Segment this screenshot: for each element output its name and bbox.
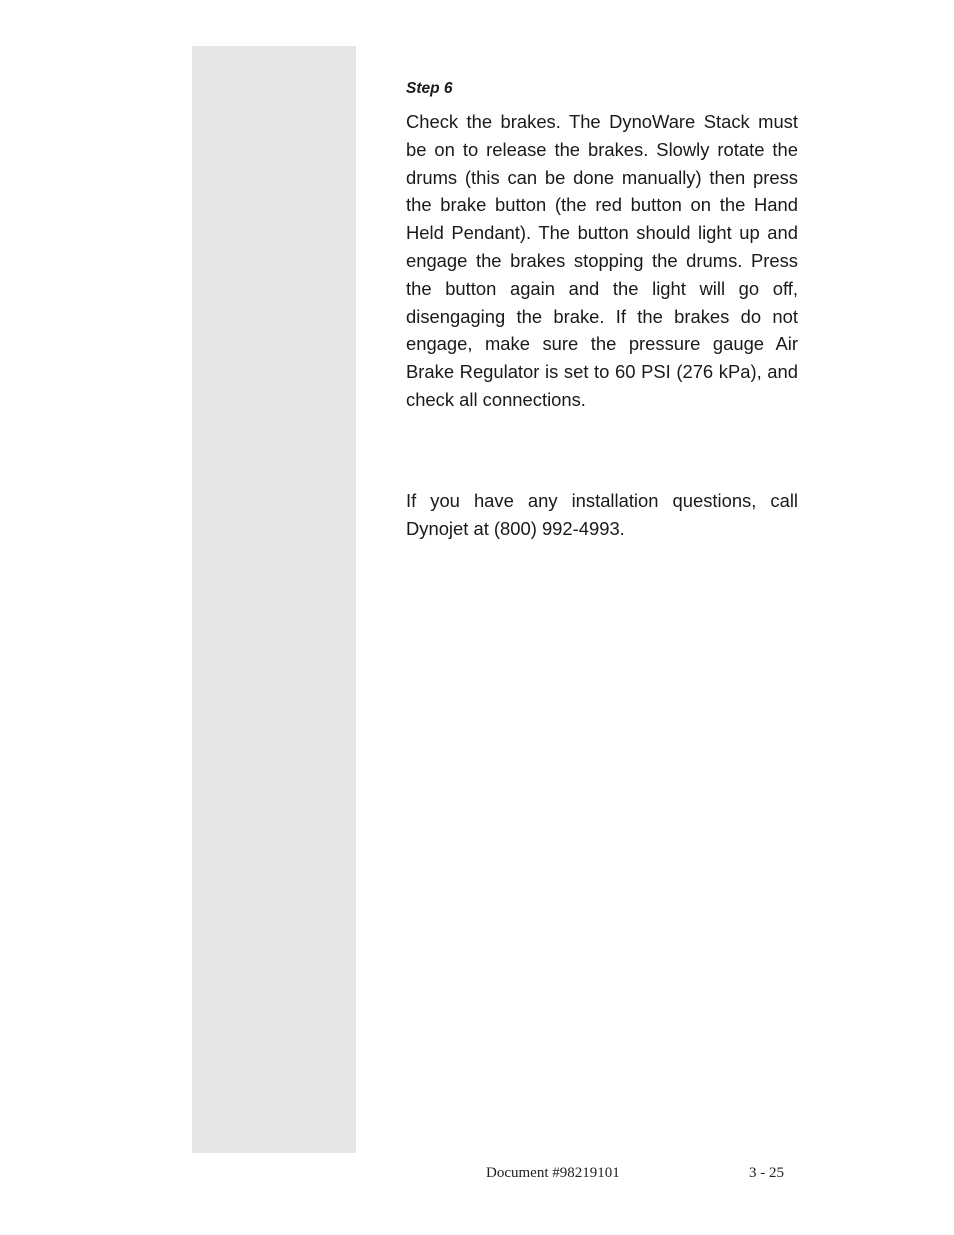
contact-info: If you have any installation questions, call Dynojet at (800) 992-4993. bbox=[406, 489, 798, 539]
left-margin-bar bbox=[192, 46, 356, 1153]
page-content bbox=[406, 78, 798, 542]
document-number: Document #98219101 bbox=[486, 1165, 620, 1181]
page-number: 3 - 25 bbox=[749, 1165, 784, 1181]
step-instructions: Check the brakes. The DynoWare Stack must be on to release the brakes. Slowly rotate the drums (this can be done manually) then press the brake button (the red button on the Hand Held Pendant). The button should light up and engage the brakes stopping the drums. Press the button again and the light will go off, disengaging the brake. If the brakes do not engage, make sure the pressure gauge Air Brake Regulator is set to 60 PSI (276 kPa), and check all connections. bbox=[406, 111, 798, 410]
page-footer bbox=[0, 1165, 954, 1185]
step-heading: Step 6 bbox=[406, 80, 453, 97]
